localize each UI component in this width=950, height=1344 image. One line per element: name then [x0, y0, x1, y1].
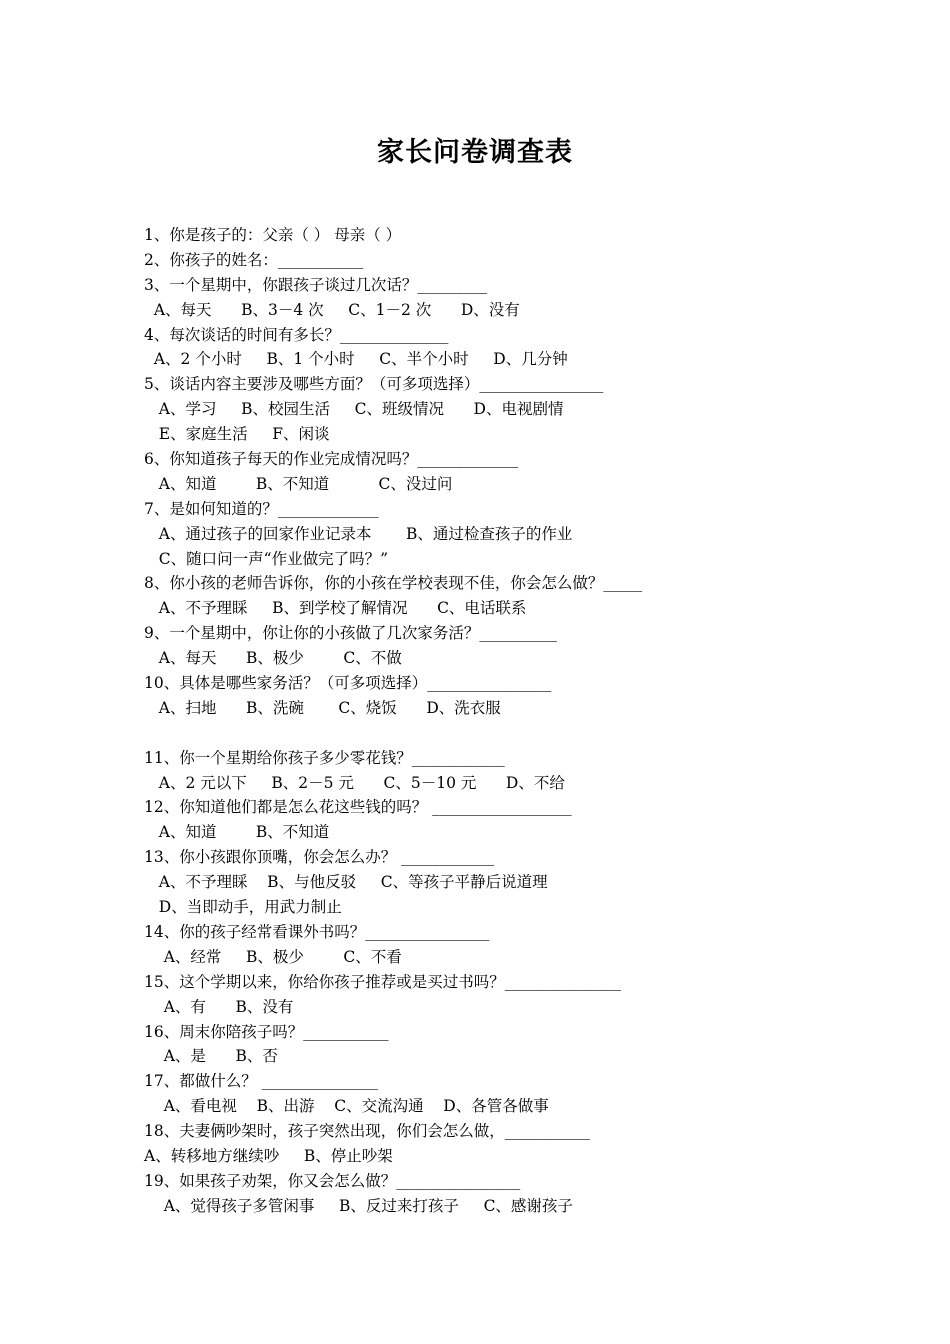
question-19-options: A、觉得孩子多管闲事 B、反过来打孩子 C、感谢孩子 — [144, 1196, 573, 1215]
question-2: 2、你孩子的姓名：___________ — [144, 250, 364, 269]
question-7: 7、是如何知道的？_____________ — [144, 499, 379, 518]
question-17-options: A、看电视 B、出游 C、交流沟通 D、各管各做事 — [144, 1097, 549, 1116]
question-9: 9、一个星期中，你让你的小孩做了几次家务活？__________ — [144, 624, 557, 643]
question-8: 8、你小孩的老师告诉你，你的小孩在学校表现不佳，你会怎么做？_____ — [144, 574, 643, 593]
questionnaire-body — [144, 223, 844, 1219]
question-15-options: A、有 B、没有 — [144, 997, 294, 1016]
question-18-options: A、转移地方继续吵 B、停止吵架 — [144, 1146, 393, 1165]
question-11: 11、你一个星期给你孩子多少零花钱？____________ — [144, 748, 505, 767]
question-6: 6、你知道孩子每天的作业完成情况吗？_____________ — [144, 450, 519, 469]
question-19: 19、如果孩子劝架，你又会怎么做？________________ — [144, 1171, 521, 1190]
question-7-options-a: A、通过孩子的回家作业记录本 B、通过检查孩子的作业 — [144, 524, 573, 543]
question-12-options: A、知道 B、不知道 — [144, 823, 330, 842]
question-11-options: A、2 元以下 B、2－5 元 C、5－10 元 D、不给 — [144, 773, 565, 792]
question-14-options: A、经常 B、极少 C、不看 — [144, 947, 402, 966]
question-10-options: A、扫地 B、洗碗 C、烧饭 D、洗衣服 — [144, 698, 501, 717]
question-16-options: A、是 B、否 — [144, 1047, 278, 1066]
question-13: 13、你小孩跟你顶嘴，你会怎么办？ ____________ — [144, 848, 495, 867]
question-5-options-b: E、家庭生活 F、闲谈 — [144, 425, 330, 444]
page-title: 家长问卷调查表 — [377, 137, 573, 168]
question-4-options: A、2 个小时 B、1 个小时 C、半个小时 D、几分钟 — [144, 350, 568, 369]
question-9-options: A、每天 B、极少 C、不做 — [144, 649, 402, 668]
question-17: 17、都做什么？ _______________ — [144, 1072, 378, 1091]
question-13-options-b: D、当即动手，用武力制止 — [144, 898, 342, 917]
question-10: 10、具体是哪些家务活？（可多项选择）________________ — [144, 674, 552, 693]
question-4: 4、每次谈话的时间有多长？______________ — [144, 325, 449, 344]
question-14: 14、你的孩子经常看课外书吗？________________ — [144, 922, 490, 941]
question-15: 15、这个学期以来，你给你孩子推荐或是买过书吗？_______________ — [144, 972, 621, 991]
question-7-options-b: C、随口问一声“作业做完了吗？” — [144, 549, 388, 568]
question-3-options: A、每天 B、3－4 次 C、1－2 次 D、没有 — [144, 300, 520, 319]
question-13-options-a: A、不予理睬 B、与他反驳 C、等孩子平静后说道理 — [144, 873, 548, 892]
question-16: 16、周末你陪孩子吗？___________ — [144, 1022, 389, 1041]
blank-line — [144, 721, 844, 746]
question-1: 1、你是孩子的：父亲（ ） 母亲（ ） — [144, 226, 402, 244]
question-12: 12、你知道他们都是怎么花这些钱的吗？ __________________ — [144, 798, 572, 817]
question-5: 5、谈话内容主要涉及哪些方面？（可多项选择）________________ — [144, 375, 604, 394]
question-5-options-a: A、学习 B、校园生活 C、班级情况 D、电视剧情 — [144, 400, 564, 419]
question-3: 3、一个星期中，你跟孩子谈过几次话？_________ — [144, 275, 488, 294]
question-18: 18、夫妻俩吵架时，孩子突然出现，你们会怎么做，___________ — [144, 1122, 590, 1141]
question-6-options: A、知道 B、不知道 C、没过问 — [144, 474, 453, 493]
question-8-options: A、不予理睬 B、到学校了解情况 C、电话联系 — [144, 599, 527, 618]
